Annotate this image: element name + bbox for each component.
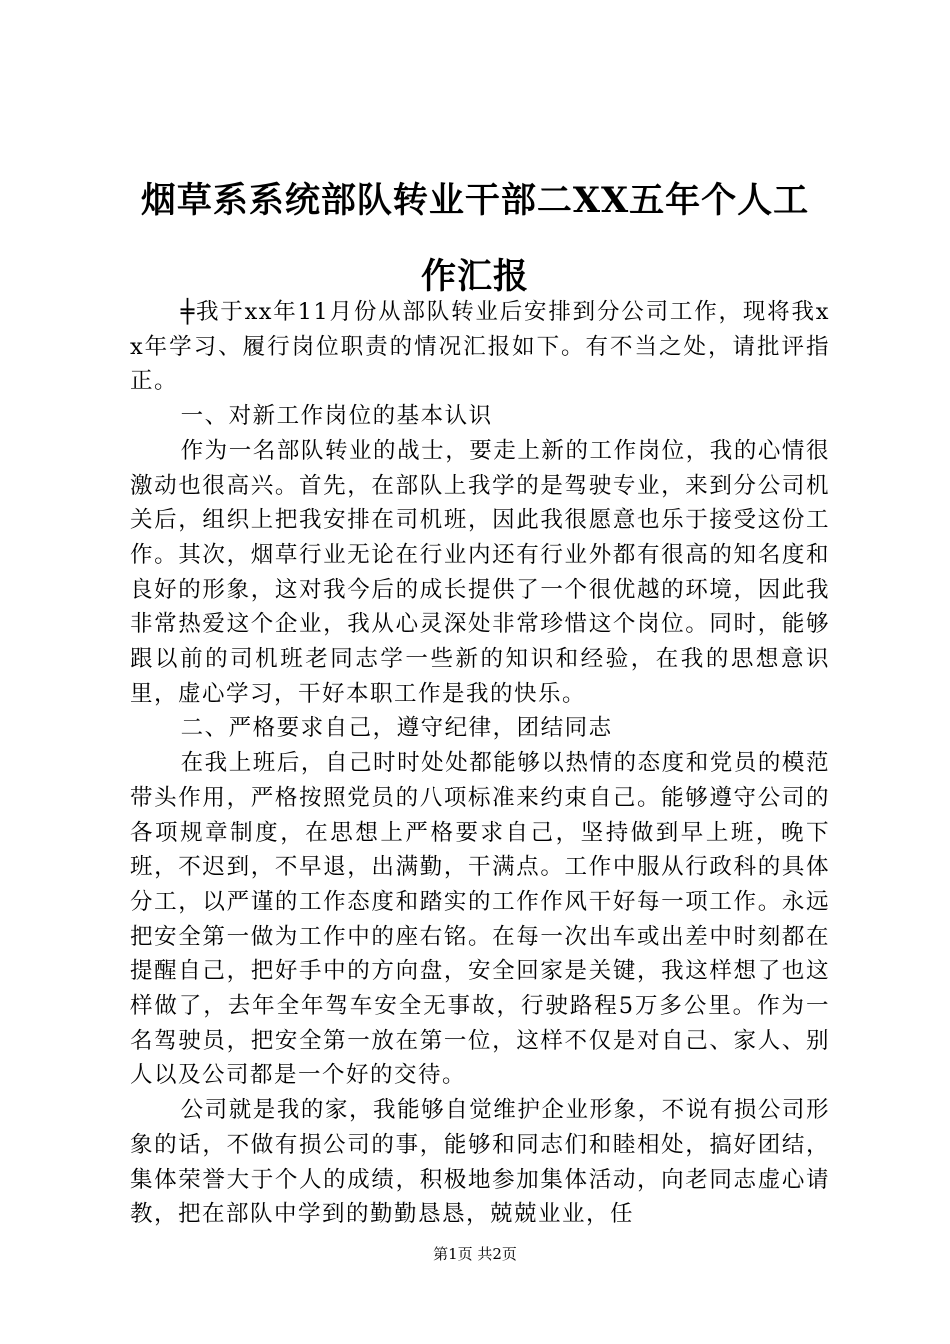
paragraph-section-2: 在我上班后，自己时时处处都能够以热情的态度和党员的模范带头作用，严格按照党员的八项标准来约束自己。能够遵守公司的各项规章制度，在思想上严格要求自己，坚持做到早上班，晚下班，不迟到，不早退，出满勤，干满点。工作中服从行政科的具体分工，以严谨的工作态度和踏实的工作作风干好每一项工作。永远把安全第一做为工作中的座右铭。在每一次出车或出差中时刻都在提醒自己，把好手中的方向盘，安全回家是关键，我这样想了也这样做了，去年全年驾车安全无事故，行驶路程5万多公里。作为一名驾驶员，把安全第一放在第一位，这样不仅是对自己、家人、别人以及公司都是一个好的交待。 (130, 750, 830, 1089)
document-body (130, 295, 830, 1232)
section-heading-1: 一、对新工作岗位的基本认识 (180, 403, 493, 430)
paragraph-intro: ╪我于xx年11月份从部队转业后安排到分公司工作，现将我xx年学习、履行岗位职责的情况汇报如下。有不当之处，请批评指正。 (130, 299, 830, 395)
page-footer: 第1页 共2页 (433, 1245, 517, 1263)
paragraph-section-1: 作为一名部队转业的战士，要走上新的工作岗位，我的心情很激动也很高兴。首先，在部队上我学的是驾驶专业，来到分公司机关后，组织上把我安排在司机班，因此我很愿意也乐于接受这份工作。其次，烟草行业无论在行业内还有行业外都有很高的知名度和良好的形象，这对我今后的成长提供了一个很优越的环境，因此我非常热爱这个企业，我从心灵深处非常珍惜这个岗位。同时，能够跟以前的司机班老同志学一些新的知识和经验，在我的思想意识里，虚心学习，干好本职工作是我的快乐。 (130, 437, 830, 707)
paragraph-company-home: 公司就是我的家，我能够自觉维护企业形象，不说有损公司形象的话，不做有损公司的事，能够和同志们和睦相处，搞好团结，集体荣誉大于个人的成绩，积极地参加集体活动，向老同志虚心请教，把在部队中学到的勤勤恳恳，兢兢业业，任 (130, 1097, 830, 1228)
section-heading-2: 二、严格要求自己，遵守纪律，团结同志 (180, 715, 613, 742)
document-title: 烟草系系统部队转业干部二XX五年个人工作汇报 (140, 180, 810, 297)
